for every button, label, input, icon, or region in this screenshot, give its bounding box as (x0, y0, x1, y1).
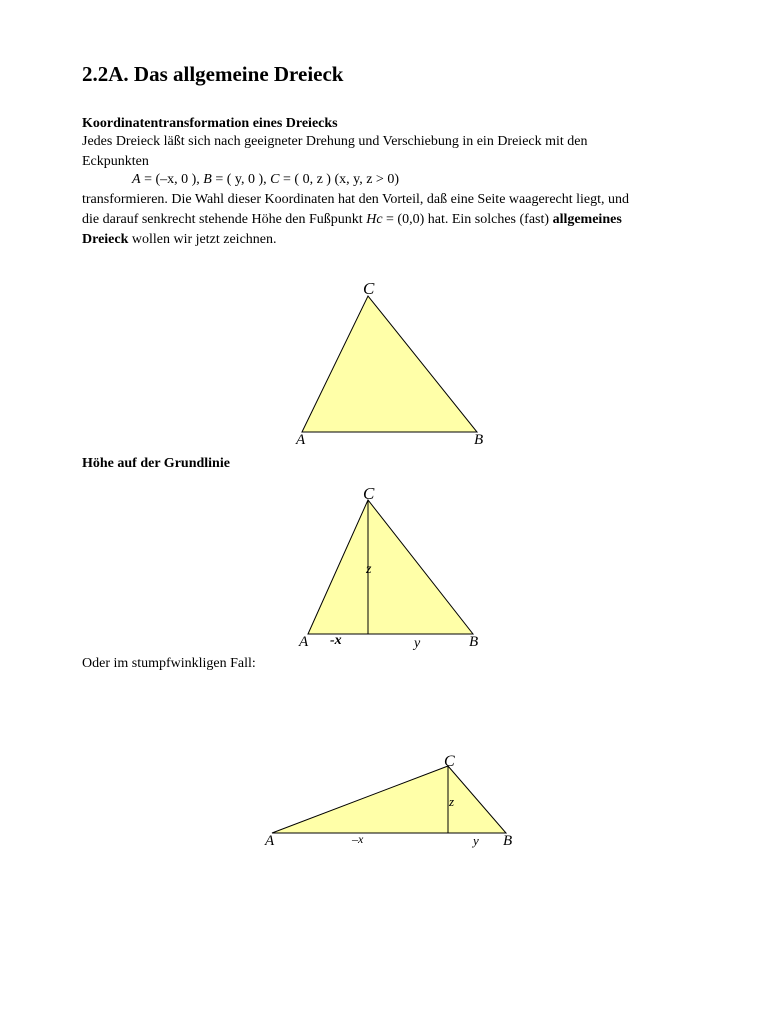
formula-a-label: A (132, 172, 141, 187)
line4-text-b: = (0,0) hat. Ein solches (fast) (382, 212, 553, 227)
vertex-c-label: C (363, 279, 375, 298)
section-heading-height: Höhe auf der Grundlinie (82, 456, 230, 471)
vertex-b-label: B (469, 634, 479, 650)
line4-bold: allgemeines (552, 212, 622, 227)
formula-a-value: = (–x, 0 ), (140, 172, 204, 187)
vertex-b-label: B (503, 833, 513, 849)
section-heading-transformation: Koordinatentransformation eines Dreiecks (82, 116, 338, 131)
vertex-b-label: B (474, 432, 484, 448)
page-title: 2.2A. Das allgemeine Dreieck (82, 62, 344, 86)
paragraph-line-2: Eckpunkten (82, 154, 149, 169)
vertex-c-label: C (363, 484, 375, 503)
vertex-a-label: A (265, 833, 275, 849)
paragraph-line-1: Jedes Dreieck läßt sich nach geeigneter Drehung und Verschiebung in ein Dreieck mit den (82, 134, 588, 149)
formula-c-label: C (270, 172, 280, 187)
vertex-a-label: A (299, 634, 309, 650)
formula-b-label: B (203, 172, 212, 187)
triangle-shape (302, 296, 477, 432)
height-z-label: z (366, 562, 372, 577)
triangle-shape (308, 500, 473, 634)
figure-acute-triangle (295, 279, 483, 448)
line4-text-a: die darauf senkrecht stehende Höhe den Fußpunkt (82, 212, 367, 227)
formula-condition: (x, y, z > 0) (334, 172, 399, 187)
line4-hc: Hc (366, 212, 383, 227)
formula-c-value: = ( 0, z ) (279, 172, 335, 187)
vertex-a-label: A (296, 432, 306, 448)
segment-x-label: -x (330, 633, 342, 648)
paragraph-line-3: transformieren. Die Wahl dieser Koordinaten hat den Vorteil, daß eine Seite waagerecht liegt, und (82, 192, 630, 207)
triangle-shape (272, 766, 506, 833)
line5-rest: wollen wir jetzt zeichnen. (128, 232, 277, 247)
obtuse-case-text: Oder im stumpfwinkligen Fall: (82, 656, 256, 671)
vertex-c-label: C (444, 753, 455, 770)
height-z-label: z (449, 794, 455, 809)
segment-y-label: y (473, 833, 479, 848)
figure-height-triangle (298, 484, 478, 651)
line5-bold: Dreieck (82, 232, 129, 247)
figure-obtuse-triangle (264, 753, 512, 849)
formula-b-value: = ( y, 0 ), (211, 172, 271, 187)
segment-y-label: y (414, 636, 421, 651)
segment-x-label: –x (352, 832, 364, 846)
